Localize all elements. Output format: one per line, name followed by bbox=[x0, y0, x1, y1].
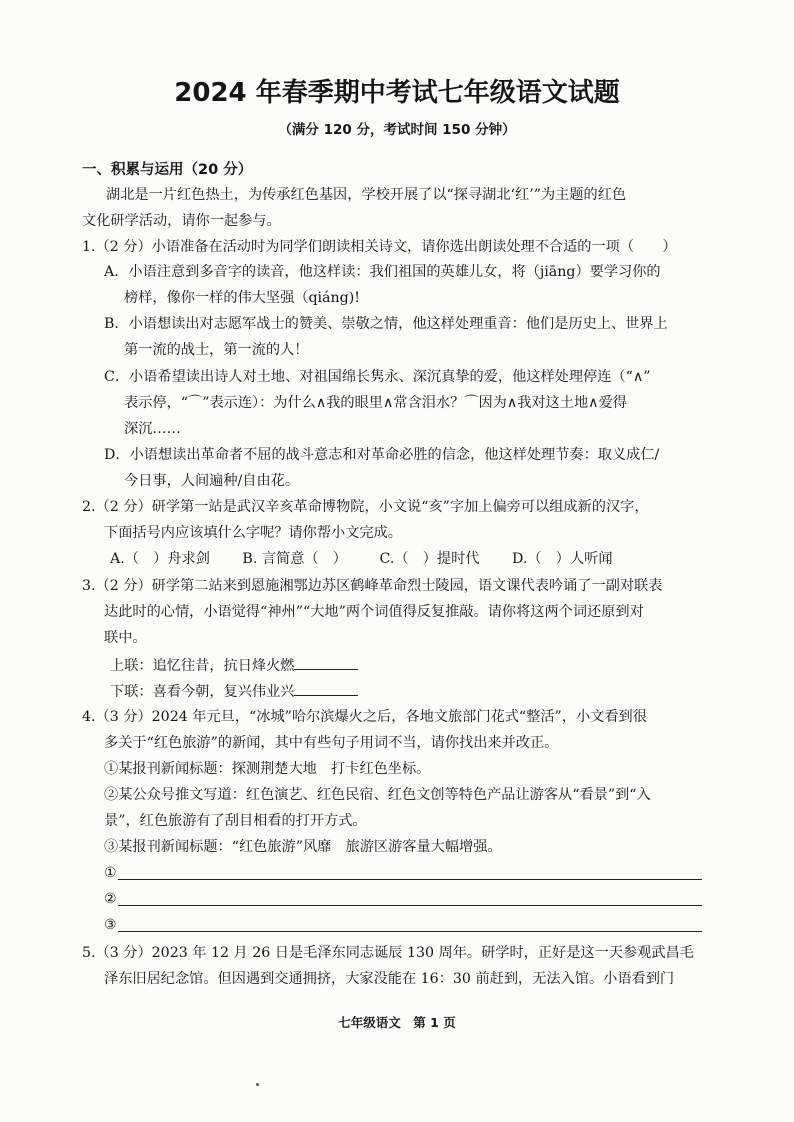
q2-choices bbox=[110, 549, 641, 569]
q3-upper-blank[interactable] bbox=[294, 655, 358, 670]
q4-sentence-1: ①某报刊新闻标题：探测荆楚大地 打卡红色坐标。 bbox=[104, 761, 431, 777]
section-heading: 一、积累与运用（20 分） bbox=[82, 162, 253, 178]
q3-stem: 3.（2 分）研学第二站来到恩施湘鄂边苏区鹤峰革命烈士陵园，语文课代表吟诵了一副对联表 bbox=[82, 578, 663, 594]
q5-stem: 5.（3 分）2023 年 12 月 26 日是毛泽东同志诞辰 130 周年。研学时，正好是这一天参观武昌毛 bbox=[82, 945, 694, 961]
q3-stem: 达此时的心情，小语觉得“神州”“大地”两个词值得反复推敲。请你将这两个词还原到对 bbox=[104, 604, 644, 620]
q1-option-c: 表示停，“⌒”表示连）：为什么∧我的眼里∧常含泪水？⌒因为∧我对这土地∧爱得 bbox=[124, 395, 627, 411]
q3-lower-couplet bbox=[110, 681, 358, 702]
q2-choice-c: C.（ ）提时代 bbox=[379, 551, 480, 567]
q2-choice-a: A.（ ）舟求剑 bbox=[110, 551, 210, 567]
exam-subtitle: （满分 120 分，考试时间 150 分钟） bbox=[278, 122, 516, 138]
q1-option-c: C．小语希望读出诗人对土地、对祖国绵长隽永、深沉真挚的爱，他这样处理停连（“∧” bbox=[104, 369, 651, 385]
q1-option-b: 第一流的战士，第一流的人！ bbox=[124, 342, 309, 358]
q1-option-d: D．小语想读出革命者不屈的战斗意志和对革命必胜的信念，他这样处理节奏：取义成仁/ bbox=[104, 447, 660, 463]
answer-line-3[interactable] bbox=[118, 930, 702, 932]
q2-stem: 下面括号内应该填什么字呢？请你帮小文完成。 bbox=[104, 525, 402, 541]
q4-stem: 4.（3 分）2024 年元旦，“冰城”哈尔滨爆火之后，各地文旅部门花式“整活”，小文看到很 bbox=[82, 709, 647, 725]
q2-stem: 2.（2 分）研学第一站是武汉辛亥革命博物院，小文说“亥”字加上偏旁可以组成新的汉字， bbox=[82, 499, 649, 515]
q1-option-b: B．小语想读出对志愿军战士的赞美、崇敬之情，他这样处理重音：他们是历史上、世界上 bbox=[104, 316, 668, 332]
answer-label-1: ① bbox=[104, 865, 117, 881]
q3-upper-text: 上联：追忆往昔，抗日烽火燃 bbox=[110, 658, 295, 674]
q3-lower-text: 下联：喜看今朝，复兴伟业兴 bbox=[110, 684, 295, 700]
page-footer: 七年级语文 第 1 页 bbox=[338, 1015, 456, 1030]
answer-line-1[interactable] bbox=[118, 878, 702, 880]
q4-sentence-2: ②某公众号推文写道：红色演艺、红色民宿、红色文创等特色产品让游客从“看景”到“入 bbox=[104, 787, 651, 803]
scan-speck bbox=[256, 1083, 259, 1086]
q1-option-c: 深沉…… bbox=[124, 421, 181, 437]
intro-line: 文化研学活动，请你一起参与。 bbox=[82, 213, 281, 229]
answer-label-3: ③ bbox=[104, 917, 117, 933]
q4-sentence-2: 景”，红色旅游有了刮目相看的打开方式。 bbox=[104, 813, 367, 829]
q1-option-a: A．小语注意到多音字的读音，他这样读：我们祖国的英雄儿女，将（jiāng）要学习你的 bbox=[104, 264, 661, 280]
q1-stem: 1.（2 分）小语准备在活动时为同学们朗读相关诗文，请你选出朗读处理不合适的一项（ ） bbox=[82, 239, 677, 255]
q4-sentence-3: ③某报刊新闻标题：“红色旅游”风靡 旅游区游客量大幅增强。 bbox=[104, 839, 502, 855]
q4-stem: 多关于“红色旅游”的新闻，其中有些句子用词不当，请你找出来并改正。 bbox=[104, 735, 559, 751]
answer-label-2: ② bbox=[104, 891, 117, 907]
q3-lower-blank[interactable] bbox=[294, 681, 358, 696]
q5-stem: 泽东旧居纪念馆。但因遇到交通拥挤，大家没能在 16：30 前赶到，无法入馆。小语看到门 bbox=[104, 971, 675, 987]
intro-line: 湖北是一片红色热土，为传承红色基因，学校开展了以“探寻湖北‘红’”为主题的红色 bbox=[106, 187, 627, 203]
q1-option-d: 今日事，人间遍种/自由花。 bbox=[124, 473, 300, 489]
exam-title: 2024 年春季期中考试七年级语文试题 bbox=[174, 78, 620, 108]
q1-option-a: 榜样，像你一样的伟大坚强（qiáng)! bbox=[124, 290, 360, 306]
answer-line-2[interactable] bbox=[118, 904, 702, 906]
q2-choice-b: B. 言简意（ ） bbox=[242, 551, 347, 567]
q2-choice-d: D.（ ）人听闻 bbox=[512, 551, 613, 567]
q3-upper-couplet bbox=[110, 655, 358, 676]
q3-stem: 联中。 bbox=[104, 630, 147, 646]
